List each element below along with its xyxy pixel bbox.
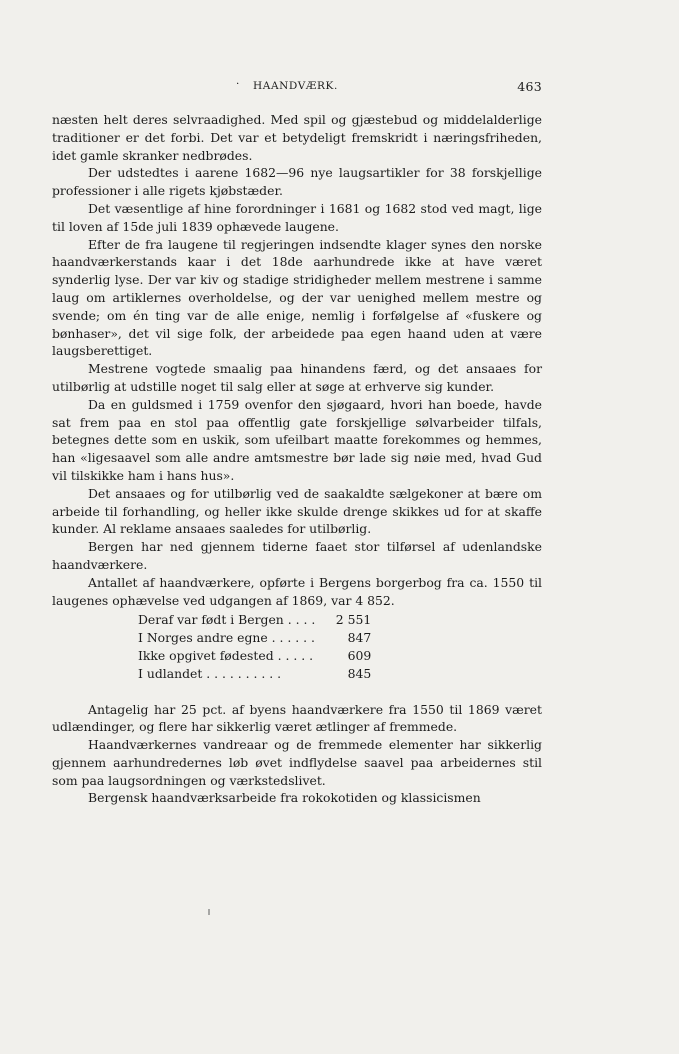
paragraph: Antagelig har 25 pct. af byens haandværkere fra 1550 til 1869 været udlændinger, og flere har sikkerlig været ætlinger af fremmede. — [52, 701, 542, 735]
paragraph: Bergensk haandværksarbeide fra rokokotiden og klassicismen — [88, 790, 481, 806]
paragraph: Det væsentlige af hine forordninger i 1681 og 1682 stod ved magt, lige til loven af 15de juli 1839 ophævede laugene. — [52, 200, 542, 234]
ink-speck — [208, 909, 210, 915]
paragraph: Efter de fra laugene til regjeringen indsendte klager synes den norske haandværkerstands kaar i det 18de aarhundrede ikke at have været synderlig lyse. Der var kiv og stadige stridigheder mellem mestrene i samme laug om artiklernes overholdelse, og der var uenighed mellem mestre og svende; om én ting var de alle enige, nemlig i forfølgelse af «fuskere og bønhaser», det vil sige folk, der arbeidede paa egen haand uden at være laugsberettiget. — [52, 236, 542, 359]
paragraph: Det ansaaes og for utilbørlig ved de saakaldte sælgekoner at bære om arbeide til forhandling, og heller ikke skulde drenge skikkes ud for at skaffe kunder. Al reklame ansaaes saaledes for utilbørlig. — [52, 485, 542, 537]
table-row — [138, 629, 371, 647]
table-row — [138, 647, 371, 665]
page-number: 463 — [517, 79, 542, 94]
running-header — [52, 80, 542, 100]
paragraph: Da en guldsmed i 1759 ovenfor den sjøgaard, hvori han boede, havde sat frem paa en stol paa offentlig gate forskjellige sølvarbeider tilfals, betegnes dette som en uskik, som ufeilbart maatte forekommes og hemmes, han «ligesaavel som alle andre amtsmestre bør lade sig nøie med, hvad Gud vil tilskikke ham i hans hus». — [52, 396, 542, 483]
table-value: 2 551 — [335, 612, 372, 628]
paragraph: Haandværkernes vandreaar og de fremmede elementer har sikkerlig gjennem aarhundredernes løb øvet indflydelse saavel paa arbeidernes stil som paa laugsordningen og værkstedslivet. — [52, 737, 542, 788]
table-label: I udlandet . . . . . . . . . . — [138, 665, 282, 681]
header-dot: · — [236, 78, 240, 90]
body-text — [52, 111, 542, 807]
table-label: I Norges andre egne . . . . . . — [138, 630, 315, 646]
birthplace-table — [138, 611, 371, 682]
table-value: 847 — [347, 630, 372, 646]
paragraph: Antallet af haandværkere, opførte i Bergens borgerbog fra ca. 1550 til laugenes ophævelse ved udgangen af 1869, var 4 852. — [52, 574, 542, 608]
paragraph: næsten helt deres selvraadighed. Med spil og gjæstebud og middelalderlige traditioner er det forbi. Det var et betydeligt fremskridt i næringsfriheden, idet gamle skranker nedbrødes. — [52, 112, 542, 163]
table-label: Deraf var født i Bergen . . . . — [138, 612, 316, 628]
table-value: 609 — [347, 647, 372, 663]
paragraph: Mestrene vogtede smaalig paa hinandens færd, og det ansaaes for utilbørlig at udstille noget til salg eller at søge at erhverve sig kunder. — [52, 361, 542, 394]
running-title: HAANDVÆRK. — [253, 80, 338, 92]
table-label: Ikke opgivet fødested . . . . . — [138, 647, 314, 663]
table-row — [138, 665, 371, 683]
paragraph: Der udstedtes i aarene 1682—96 nye laugsartikler for 38 forskjellige professioner i alle rigets kjøbstæder. — [52, 165, 542, 199]
paragraph: Bergen har ned gjennem tiderne faaet stor tilførsel af udenlandske haandværkere. — [52, 539, 542, 572]
table-row — [138, 611, 371, 629]
table-value: 845 — [347, 665, 372, 681]
